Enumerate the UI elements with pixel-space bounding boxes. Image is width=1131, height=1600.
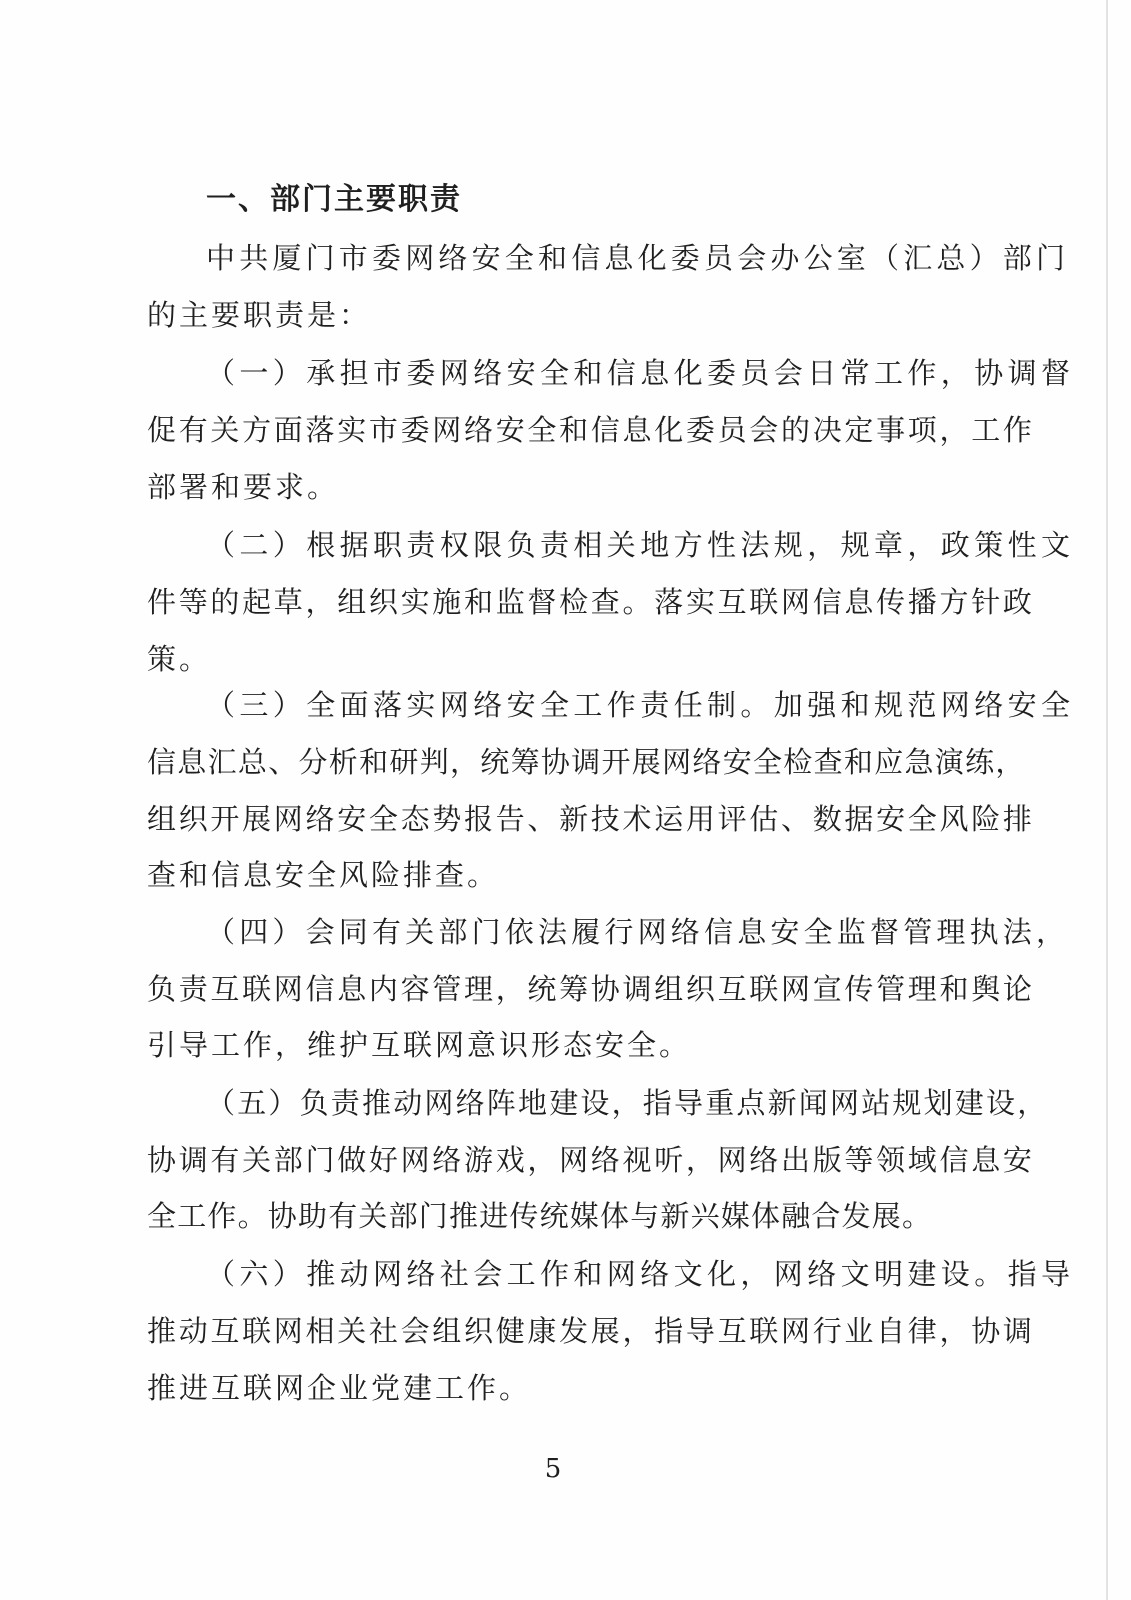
scan-edge [1106, 0, 1108, 1600]
section-heading: 一、部门主要职责 [206, 182, 462, 217]
paragraph-line: （五）负责推动网络阵地建设，指导重点新闻网站规划建设， [206, 1086, 1049, 1120]
paragraph-line: 查和信息安全风险排查。 [147, 858, 500, 892]
paragraph-line: 部署和要求。 [147, 470, 340, 504]
paragraph-line: 促有关方面落实市委网络安全和信息化委员会的决定事项，工作 [147, 413, 1035, 447]
paragraph-line: 协调有关部门做好网络游戏，网络视听，网络出版等领域信息安 [147, 1143, 1035, 1177]
paragraph-line: 的主要职责是： [147, 298, 372, 332]
paragraph-line: （一）承担市委网络安全和信息化委员会日常工作，协调督 [206, 356, 1075, 390]
paragraph-line: 推动互联网相关社会组织健康发展，指导互联网行业自律，协调 [147, 1314, 1035, 1348]
page-number: 5 [544, 1454, 562, 1484]
paragraph-line: 策。 [147, 642, 212, 676]
paragraph-line: 全工作。协助有关部门推进传统媒体与新兴媒体融合发展。 [147, 1199, 933, 1233]
paragraph-line: 负责互联网信息内容管理，统筹协调组织互联网宣传管理和舆论 [147, 972, 1035, 1006]
paragraph-line: （六）推动网络社会工作和网络文化，网络文明建设。指导 [206, 1257, 1075, 1291]
paragraph-line: 中共厦门市委网络安全和信息化委员会办公室（汇总）部门 [206, 241, 1070, 275]
paragraph-line: （二）根据职责权限负责相关地方性法规，规章，政策性文 [206, 528, 1075, 562]
paragraph-line: 组织开展网络安全态势报告、新技术运用评估、数据安全风险排 [147, 802, 1035, 836]
paragraph-line: 引导工作，维护互联网意识形态安全。 [147, 1028, 692, 1062]
paragraph-line: 件等的起草，组织实施和监督检查。落实互联网信息传播方针政 [147, 585, 1035, 619]
paragraph-line: 信息汇总、分析和研判，统筹协调开展网络安全检查和应急演练， [147, 745, 1026, 779]
paragraph-line: 推进互联网企业党建工作。 [147, 1371, 532, 1405]
paragraph-line: （四）会同有关部门依法履行网络信息安全监督管理执法， [206, 915, 1070, 949]
paragraph-line: （三）全面落实网络安全工作责任制。加强和规范网络安全 [206, 688, 1075, 722]
